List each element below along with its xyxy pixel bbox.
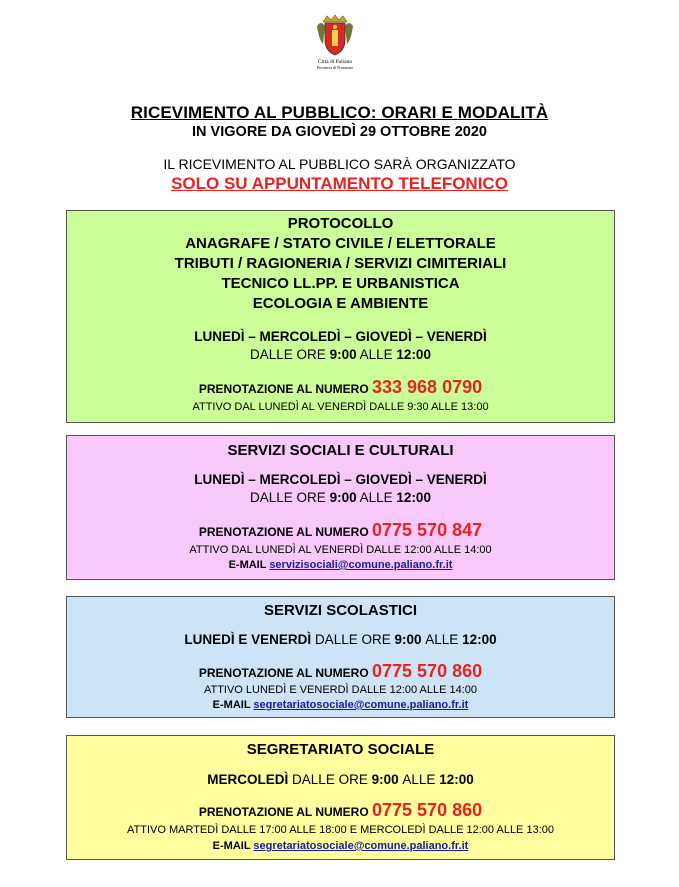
booking-line: PRENOTAZIONE AL NUMERO 0775 570 860 — [198, 800, 483, 820]
office-name: TECNICO LL.PP. E URBANISTICA — [221, 275, 460, 292]
phone-number: 333 968 0790 — [372, 377, 483, 397]
email-link[interactable]: segretariatosociale@comune.paliano.fr.it — [253, 699, 469, 711]
email-link[interactable]: segretariatosociale@comune.paliano.fr.it — [253, 840, 469, 852]
phone-number: 0775 570 860 — [372, 800, 483, 820]
active-hours: ATTIVO MARTEDÌ DALLE 17:00 ALLE 18:00 E MERCOLEDÌ DALLE 12:00 ALLE 13:00 — [127, 824, 554, 836]
active-hours: ATTIVO DAL LUNEDÌ AL VENERDÌ DALLE 12:00 ALLE 14:00 — [189, 544, 492, 556]
section-protocollo — [66, 210, 615, 423]
booking-line: PRENOTAZIONE AL NUMERO 0775 570 860 — [198, 661, 483, 681]
office-name: ECOLOGIA E AMBIENTE — [252, 295, 429, 312]
opening-schedule: LUNEDÌ E VENERDÌ DALLE ORE 9:00 ALLE 12:00 — [184, 632, 497, 647]
email-line: E-MAIL segretariatosociale@comune.paliano.fr.it — [212, 699, 469, 711]
office-name: SERVIZI SCOLASTICI — [263, 602, 418, 619]
opening-hours: DALLE ORE 9:00 ALLE 12:00 — [250, 347, 431, 362]
coat-of-arms-icon — [315, 14, 355, 58]
intro-text: IL RICEVIMENTO AL PUBBLICO SARÀ ORGANIZZATO — [163, 156, 516, 172]
section-segretariato-sociale — [66, 735, 615, 860]
appointment-notice: SOLO SU APPUNTAMENTO TELEFONICO — [171, 174, 508, 193]
office-name: SEGRETARIATO SOCIALE — [246, 741, 435, 758]
email-line: E-MAIL segretariatosociale@comune.paliano.fr.it — [212, 840, 469, 852]
email-line: E-MAIL servizisociali@comune.paliano.fr.it — [228, 559, 453, 571]
phone-number: 0775 570 860 — [372, 661, 483, 681]
email-link[interactable]: servizisociali@comune.paliano.fr.it — [269, 559, 453, 571]
active-hours: ATTIVO LUNEDÌ E VENERDÌ DALLE 12:00 ALLE 14:00 — [203, 684, 478, 696]
office-name: PROTOCOLLO — [287, 215, 394, 232]
opening-hours: DALLE ORE 9:00 ALLE 12:00 — [250, 490, 431, 505]
opening-days: LUNEDÌ – MERCOLEDÌ – GIOVEDÌ – VENERDÌ — [194, 472, 487, 487]
booking-line: PRENOTAZIONE AL NUMERO 333 968 0790 — [198, 377, 483, 397]
logo-town-name: Città di Paliano — [317, 59, 353, 65]
office-name: TRIBUTI / RAGIONERIA / SERVIZI CIMITERIALI — [174, 255, 507, 272]
section-servizi-scolastici — [66, 596, 615, 718]
logo-province: Provincia di Frosinone — [316, 65, 354, 70]
booking-line: PRENOTAZIONE AL NUMERO 0775 570 847 — [198, 520, 483, 540]
page-title: RICEVIMENTO AL PUBBLICO: ORARI E MODALITÀ — [130, 103, 549, 122]
office-name: ANAGRAFE / STATO CIVILE / ELETTORALE — [185, 235, 496, 252]
active-hours: ATTIVO DAL LUNEDÌ AL VENERDÌ DALLE 9:30 ALLE 13:00 — [192, 401, 489, 413]
section-servizi-sociali — [66, 435, 615, 580]
phone-number: 0775 570 847 — [372, 520, 483, 540]
page-subtitle: IN VIGORE DA GIOVEDÌ 29 OTTOBRE 2020 — [192, 124, 487, 140]
town-logo — [304, 14, 366, 82]
office-name: SERVIZI SOCIALI E CULTURALI — [227, 442, 454, 459]
opening-days: LUNEDÌ – MERCOLEDÌ – GIOVEDÌ – VENERDÌ — [194, 329, 487, 344]
opening-schedule: MERCOLEDÌ DALLE ORE 9:00 ALLE 12:00 — [207, 772, 474, 787]
